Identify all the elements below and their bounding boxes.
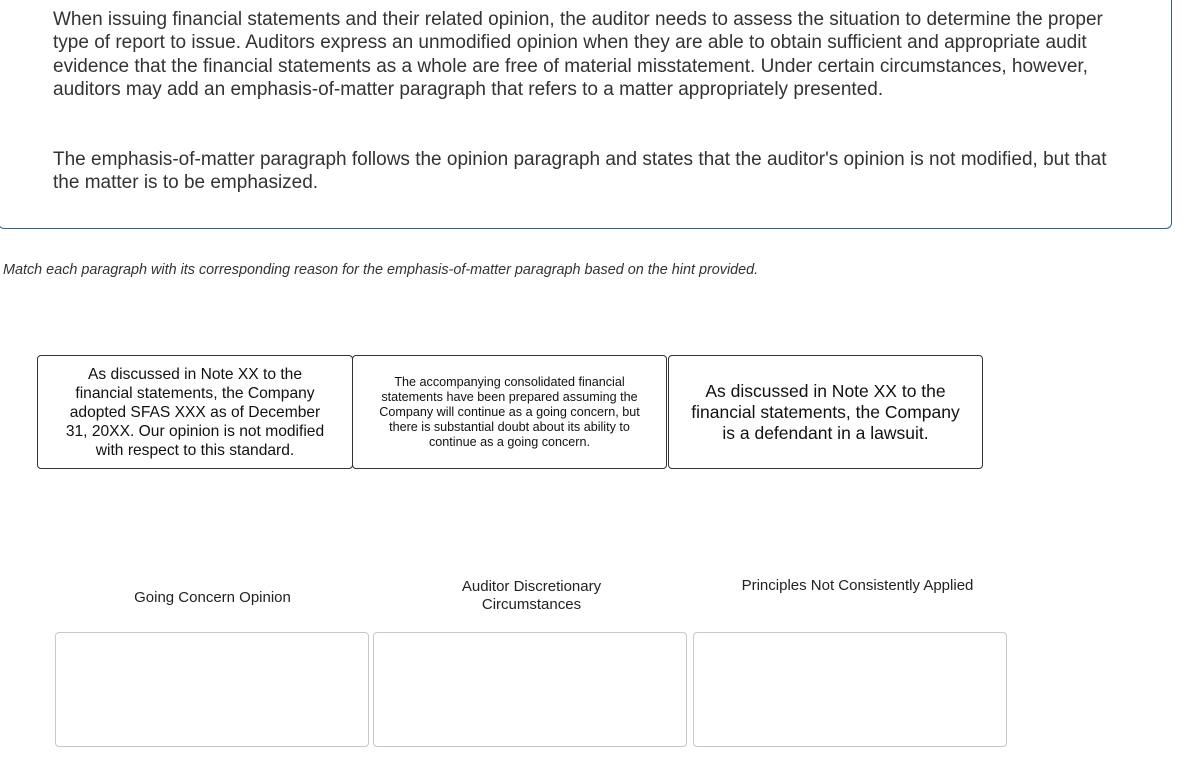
draggable-card-going-concern[interactable]	[352, 355, 667, 469]
drop-zone-auditor-discretionary[interactable]	[373, 632, 687, 747]
target-label-going-concern	[55, 589, 370, 607]
intro-panel	[0, 0, 1172, 229]
draggable-card-lawsuit[interactable]	[668, 355, 983, 469]
intro-paragraph-1: When issuing financial statements and their related opinion, the auditor needs to assess the situation to determine the proper type of report to issue. Auditors express an unmodified opinion when they are able to obtain sufficient and appropriate audit evidence that the financial statements as a whole are free of material misstatement. Under certain circumstances, however, auditors may add an emphasis-of-matter paragraph that refers to a matter appropriately presented.	[53, 9, 1103, 100]
card-text: The accompanying consolidated financial statements have been prepared assuming the Company will continue as a going concern, but there is substantial doubt about its ability to continue as a going concern.	[379, 374, 640, 449]
card-text: As discussed in Note XX to the financial statements, the Company is a defendant in a lawsuit.	[691, 380, 960, 443]
card-text: As discussed in Note XX to the financial statements, the Company adopted SFAS XXX as of December 31, 20XX. Our opinion is not modified with respect to this standard.	[65, 365, 325, 459]
target-label-text: Going Concern Opinion	[134, 589, 291, 606]
target-label-text: Auditor Discretionary Circumstances	[461, 578, 602, 613]
target-label-text: Principles Not Consistently Applied	[741, 577, 974, 594]
draggable-card-adopted-standard[interactable]	[37, 355, 353, 469]
target-label-auditor-discretionary	[374, 578, 689, 614]
drop-zone-going-concern[interactable]	[55, 632, 369, 747]
target-label-principles-not-consistent	[694, 577, 1021, 595]
drop-zone-principles-not-consistent[interactable]	[693, 632, 1007, 747]
intro-paragraph-2: The emphasis-of-matter paragraph follows the opinion paragraph and states that the auditor's opinion is not modified, but that the matter is to be emphasized.	[53, 149, 1107, 194]
instruction-text: Match each paragraph with its corresponding reason for the emphasis-of-matter paragraph based on the hint provided.	[3, 262, 759, 278]
